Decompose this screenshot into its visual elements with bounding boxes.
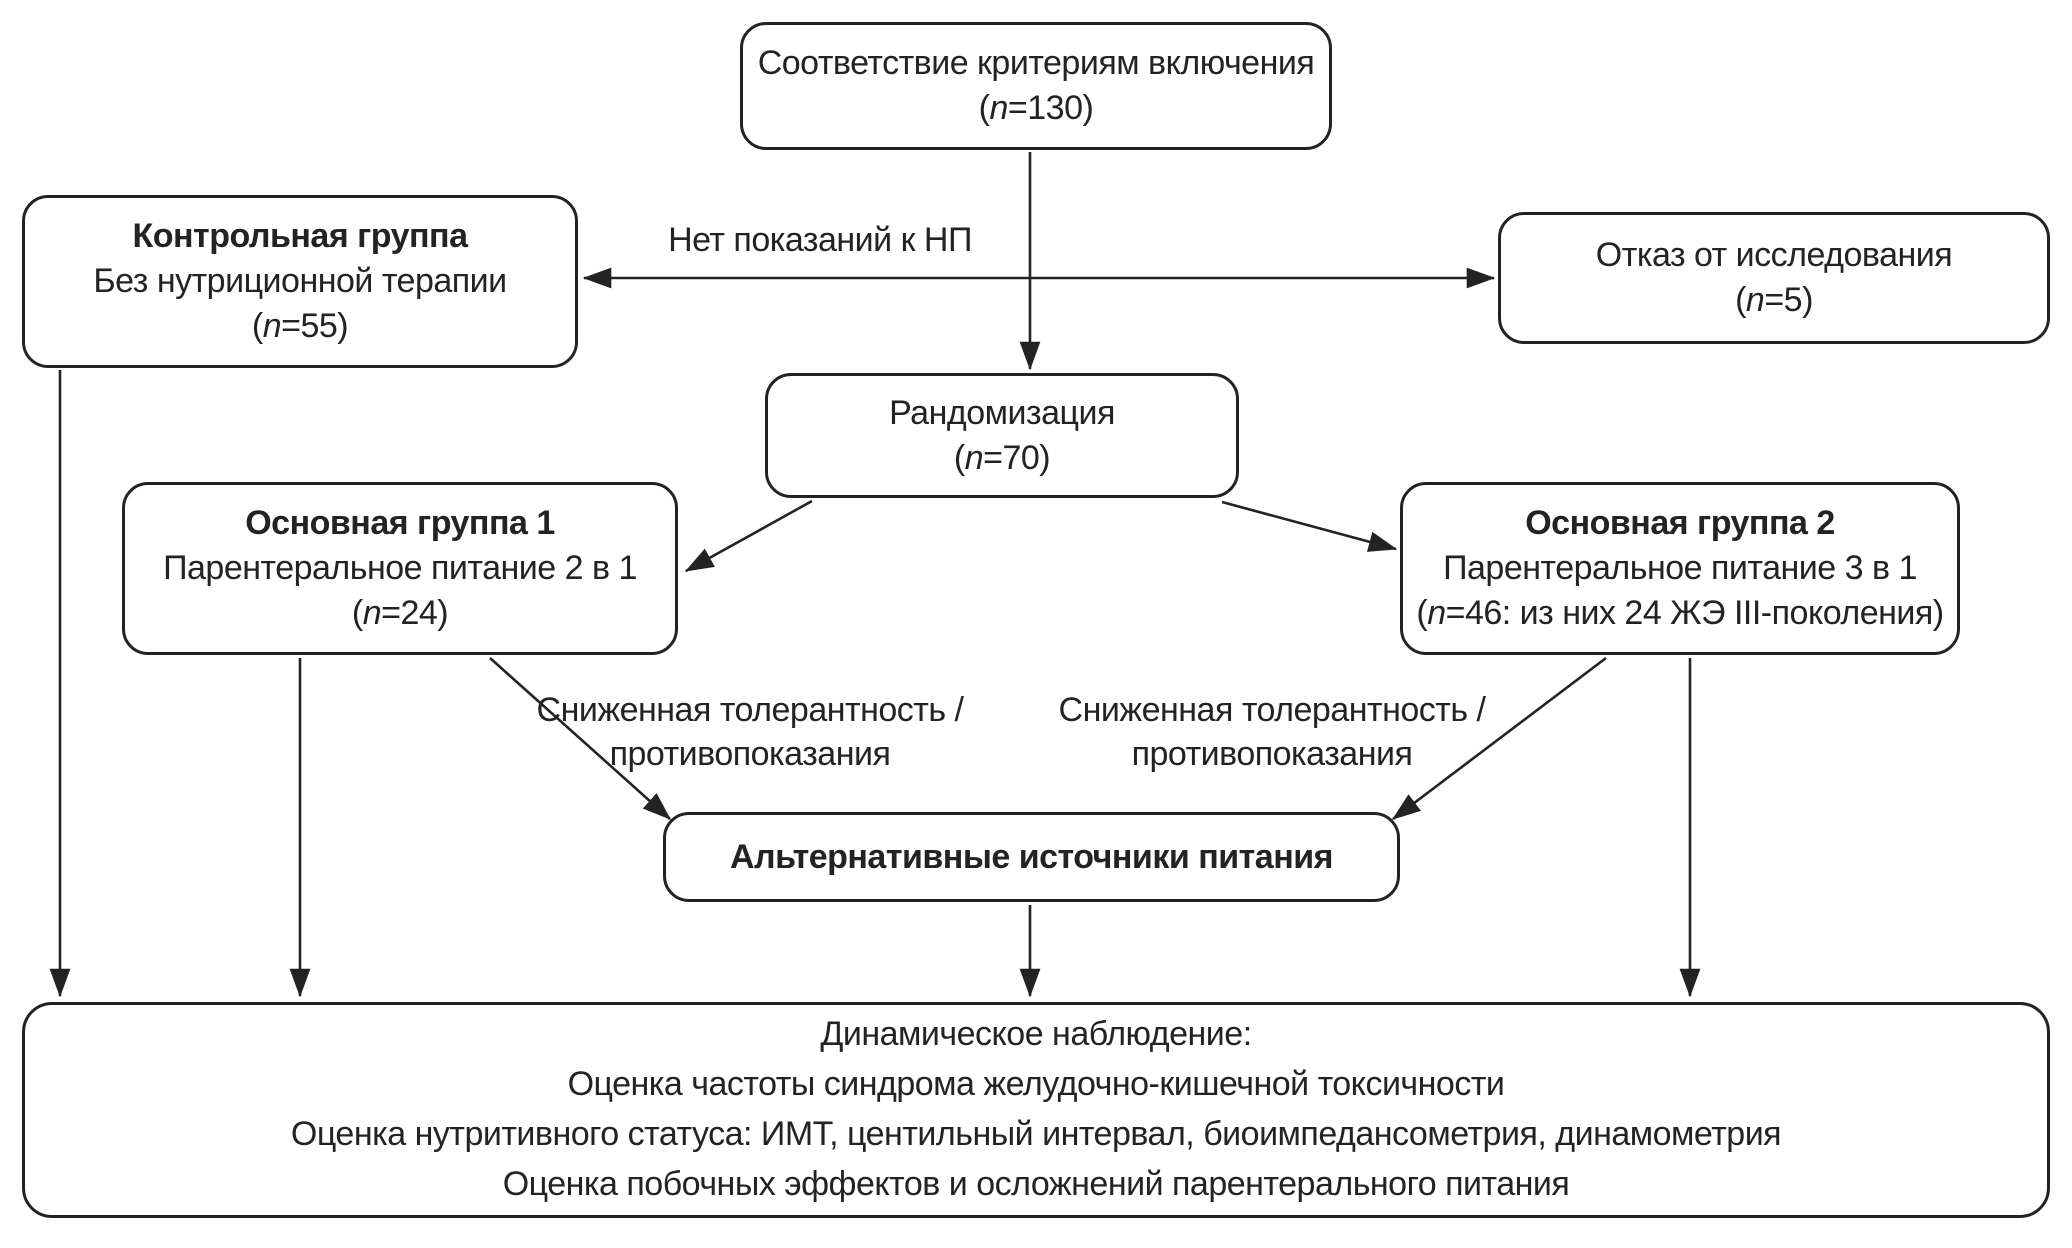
- box-group1: [122, 482, 678, 655]
- box-inclusion-title: Соответствие критериям включения: [757, 44, 1315, 83]
- count-rest: =46: из них 24 ЖЭ III-поколения): [1445, 593, 1944, 632]
- box-group2: [1400, 482, 1960, 655]
- label-reduced-tolerance-right-line2: противопоказания: [1131, 735, 1413, 774]
- arrow-randomization-to-group1: [686, 501, 812, 571]
- label-reduced-tolerance-right: [1057, 688, 1487, 776]
- count-open: (: [1416, 593, 1428, 632]
- box-alternative: [663, 812, 1400, 902]
- box-inclusion: [740, 22, 1332, 150]
- count-rest: =5): [1764, 281, 1813, 319]
- box-control-count: [252, 304, 348, 349]
- count-n: n: [1427, 593, 1446, 632]
- count-n: n: [989, 89, 1008, 127]
- box-followup-line1: Динамическое наблюдение:: [820, 1015, 1252, 1054]
- count-n: n: [1745, 281, 1765, 319]
- box-alternative-title: Альтернативные источники питания: [730, 837, 1333, 876]
- box-group2-title: Основная группа 2: [1525, 504, 1835, 543]
- label-no-indications: Нет показаний к НП: [668, 221, 972, 259]
- count-n: n: [964, 438, 984, 477]
- label-reduced-tolerance-left: [535, 688, 965, 776]
- box-followup-line3: Оценка нутритивного статуса: ИМТ, центильный интервал, биоимпедансометрия, динамометрия: [290, 1115, 1782, 1153]
- box-control-subtitle: Без нутриционной терапии: [93, 262, 507, 301]
- count-n: n: [262, 306, 282, 345]
- box-group2-count: [1416, 591, 1943, 636]
- box-control-title: Контрольная группа: [132, 217, 468, 256]
- box-group1-subtitle: Парентеральное питание 2 в 1: [163, 549, 637, 588]
- label-reduced-tolerance-left-line2: противопоказания: [609, 735, 891, 774]
- count-n: n: [362, 593, 382, 632]
- label-reduced-tolerance-right-line1: Сниженная толерантность /: [1058, 691, 1486, 729]
- box-group2-subtitle: Парентеральное питание 3 в 1: [1443, 549, 1917, 588]
- box-group1-title: Основная группа 1: [245, 504, 555, 543]
- box-group1-count: [352, 591, 448, 636]
- box-followup-line2: Оценка частоты синдрома желудочно-кишечной токсичности: [567, 1065, 1505, 1104]
- count-rest: =70): [983, 438, 1051, 477]
- arrow-randomization-to-group2: [1222, 502, 1396, 549]
- box-refusal-count: [1735, 278, 1813, 323]
- box-refusal-title: Отказ от исследования: [1595, 236, 1953, 275]
- count-open: (: [978, 89, 990, 127]
- box-randomization: [765, 373, 1239, 498]
- box-randomization-title: Рандомизация: [889, 393, 1115, 432]
- count-open: (: [953, 438, 965, 477]
- count-open: (: [1735, 281, 1746, 319]
- box-refusal: [1498, 212, 2050, 344]
- count-rest: =24): [381, 593, 449, 632]
- count-open: (: [351, 593, 363, 632]
- box-randomization-count: [954, 436, 1050, 481]
- count-rest: =130): [1007, 89, 1094, 127]
- box-control-group: [22, 195, 578, 368]
- count-rest: =55): [281, 306, 349, 345]
- label-reduced-tolerance-left-line1: Сниженная толерантность /: [536, 691, 964, 729]
- box-followup: [22, 1002, 2050, 1218]
- count-open: (: [251, 306, 263, 345]
- box-followup-line4: Оценка побочных эффектов и осложнений парентерального питания: [502, 1164, 1570, 1203]
- box-inclusion-count: [979, 86, 1094, 131]
